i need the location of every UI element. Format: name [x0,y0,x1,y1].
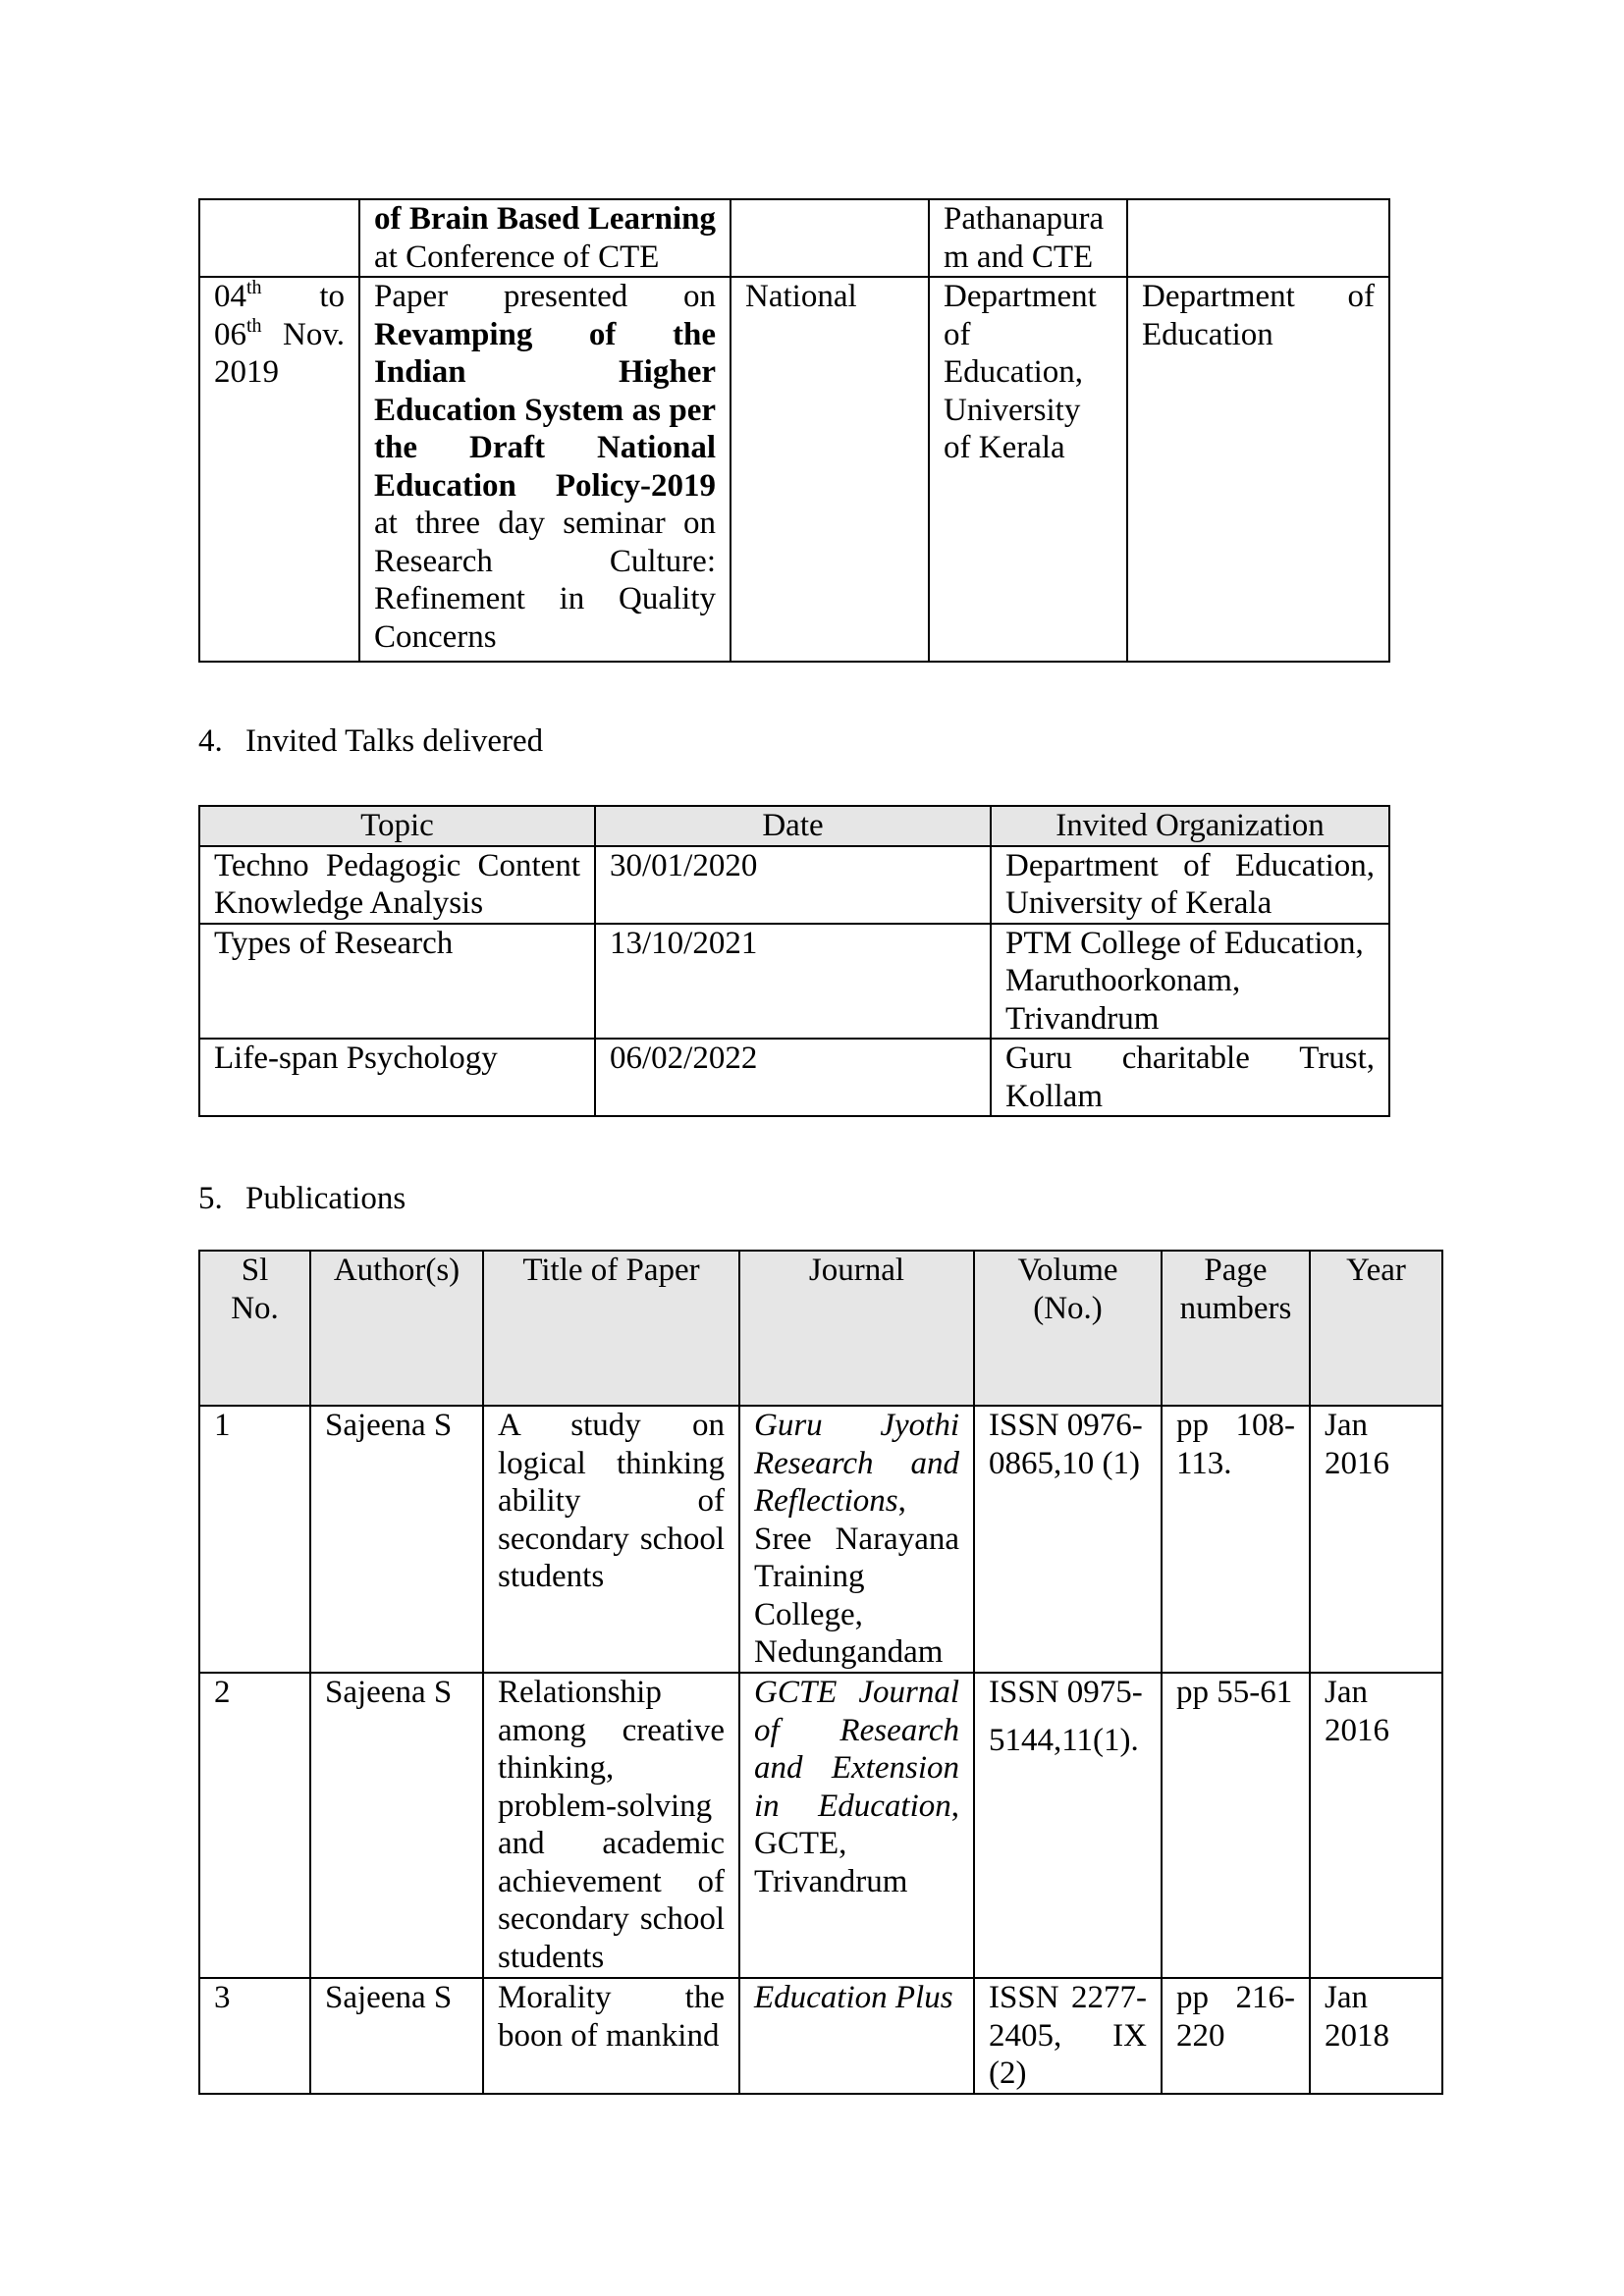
column-header-year: Year [1310,1251,1442,1406]
author-cell: Sajeena S [310,1673,483,1978]
level-cell [731,199,929,277]
year-cell: Jan 2018 [1310,1978,1442,2094]
table-row [199,199,1389,277]
volume-cell: ISSN 0976-0865,10 (1) [974,1406,1162,1673]
venue-cell: Department of Education [1127,277,1389,662]
author-cell: Sajeena S [310,1406,483,1673]
table-row [199,924,1389,1040]
pages-cell: pp 55-61 [1162,1673,1310,1978]
paper-title-cell [359,199,731,277]
organization-cell: Department of Education, University of Kerala [991,846,1389,924]
date-cell: 30/01/2020 [595,846,991,924]
column-header-pages: Page numbers [1162,1251,1310,1406]
year-cell: Jan 2016 [1310,1673,1442,1978]
table-row [199,1978,1442,2094]
topic-cell: Life-span Psychology [199,1039,595,1116]
volume-cell: ISSN 0975- 5144,11(1). [974,1673,1162,1978]
journal-name: Education Plus [754,1980,953,2015]
column-header-volume: Volume (No.) [974,1251,1162,1406]
column-header-authors: Author(s) [310,1251,483,1406]
column-header-sl-no: Sl No. [199,1251,310,1406]
paper-title-bold: of Brain Based Learning [374,201,716,237]
title-cell: Relationship among creative thinking, problem-solving and academic achievement of secondary school students [483,1673,739,1978]
table-row [199,1673,1442,1978]
section-heading-invited-talks [198,722,543,760]
paper-title-bold: Revamping of the Indian Higher Education System as per the Draft National Education Policy-2019 [374,316,716,504]
date-cell: 04th to 06th Nov. 2019 [199,277,359,662]
pages-cell: pp 216-220 [1162,1978,1310,2094]
table-row [199,277,1389,662]
topic-cell: Techno Pedagogic Content Knowledge Analysis [199,846,595,924]
paper-title-rest: at three day seminar on Research Culture: Refinement in Quality Concerns [374,506,716,655]
date-cell: 13/10/2021 [595,924,991,1040]
sl-cell: 1 [199,1406,310,1673]
sl-cell: 3 [199,1978,310,2094]
journal-cell [739,1978,974,2094]
journal-publisher: , GCTE, Trivandrum [754,1788,959,1899]
column-header-date: Date [595,806,991,846]
author-cell: Sajeena S [310,1978,483,2094]
table-header-row [199,806,1389,846]
column-header-journal: Journal [739,1251,974,1406]
topic-cell: Types of Research [199,924,595,1040]
journal-publisher: , Sree Narayana Training College, Nedungandam [754,1483,959,1670]
section-title: Publications [245,1181,406,1216]
journal-name: GCTE Journal of Research and Extension in Education [754,1675,959,1824]
date-cell: 06/02/2022 [595,1039,991,1116]
journal-cell [739,1673,974,1978]
title-cell: Morality the boon of mankind [483,1978,739,2094]
organization-cell: Guru charitable Trust, Kollam [991,1039,1389,1116]
title-cell: A study on logical thinking ability of secondary school students [483,1406,739,1673]
table-header-row [199,1251,1442,1406]
section-title: Invited Talks delivered [245,723,544,759]
paper-title-cell [359,277,731,662]
journal-name: Guru Jyothi Research and Reflections [754,1408,959,1519]
date-cell [199,199,359,277]
invited-talks-table [198,805,1390,1117]
conference-table [198,198,1390,663]
organizer-cell: Pathanapura m and CTE [929,199,1127,277]
section-number: 4. [198,723,223,759]
publications-table [198,1250,1443,2095]
paper-title-rest: at Conference of CTE [374,239,660,275]
column-header-title: Title of Paper [483,1251,739,1406]
paper-title-prefix: Paper presented on [374,279,716,314]
pages-cell: pp 108-113. [1162,1406,1310,1673]
journal-cell [739,1406,974,1673]
volume-cell: ISSN 2277-2405, IX (2) [974,1978,1162,2094]
column-header-topic: Topic [199,806,595,846]
table-row [199,1406,1442,1673]
year-cell: Jan 2016 [1310,1406,1442,1673]
table-row [199,846,1389,924]
organization-cell: PTM College of Education, Maruthoorkonam, Trivandrum [991,924,1389,1040]
organizer-cell: Department of Education, University of Kerala [929,277,1127,662]
sl-cell: 2 [199,1673,310,1978]
table-row [199,1039,1389,1116]
section-heading-publications [198,1180,406,1217]
level-cell: National [731,277,929,662]
section-number: 5. [198,1181,223,1216]
column-header-organization: Invited Organization [991,806,1389,846]
venue-cell [1127,199,1389,277]
